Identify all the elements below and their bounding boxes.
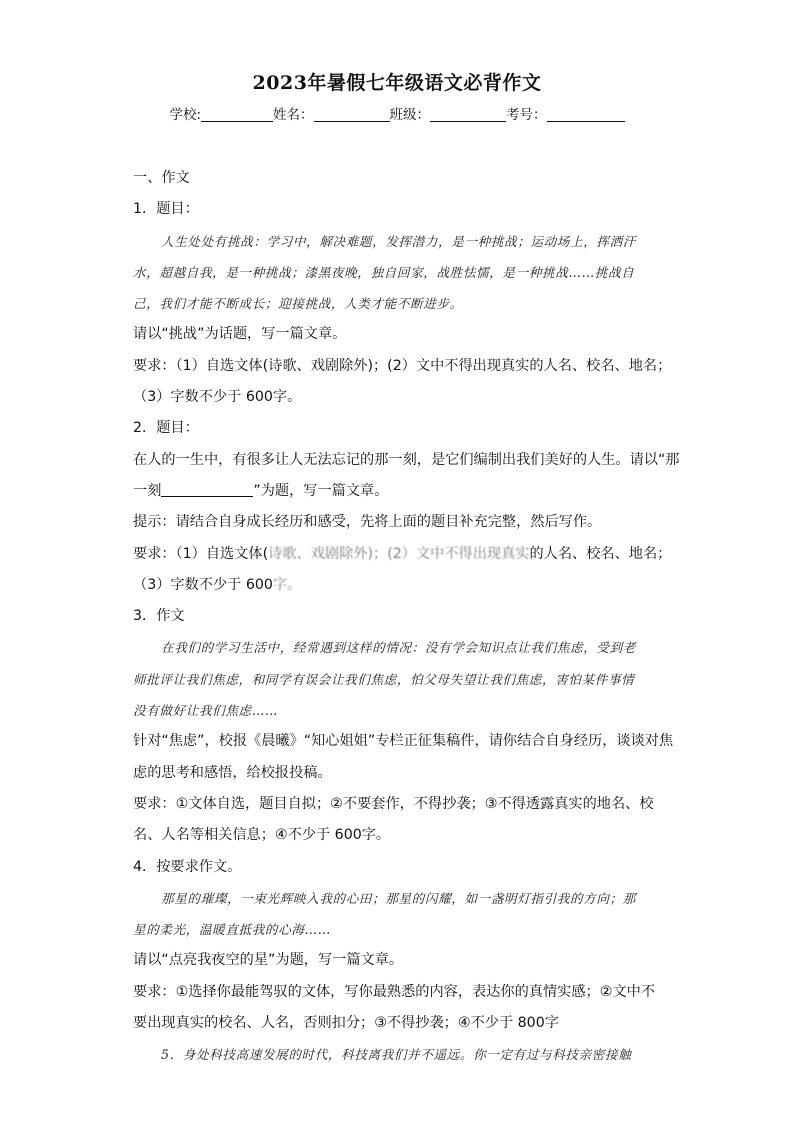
school-label: 学校:	[169, 107, 202, 123]
q3-instruction: 针对“焦虑”，校报《晨曦》“知心姐姐”专栏正征集稿件，请你结合自身经历，谈谈对焦	[133, 733, 674, 750]
q2-requirement	[133, 570, 663, 601]
class-label: 班级：	[389, 107, 431, 123]
name-label: 姓名：	[273, 107, 314, 123]
q4-heading: 4．按要求作文。	[133, 858, 242, 875]
q2-requirement-part: （3）字数不少于 600	[133, 576, 273, 593]
q5-prompt-line: 5．身处科技高速发展的时代，科技离我们并不遥远。你一定有过与科技亲密接触	[161, 1047, 632, 1063]
q2-title-line	[133, 476, 663, 507]
q2-hint: 提示：请结合自身成长经历和感受，先将上面的题目补充完整，然后写作。	[133, 514, 602, 531]
q1-heading: 1．题目：	[133, 201, 199, 218]
q1-requirement: （3）字数不少于 600字。	[133, 389, 302, 406]
q2-title-suffix: ”为题，写一篇文章。	[253, 482, 389, 499]
q4-prompt-line: 那星的璀璨，一束光辉映入我的心田；那星的闪耀，如一盏明灯指引我的方向；那	[161, 890, 636, 906]
student-info-line	[0, 103, 794, 123]
exam-no-blank[interactable]	[547, 107, 625, 122]
q1-instruction: 请以“挑战”为话题，写一篇文章。	[133, 326, 347, 343]
q2-requirement	[133, 539, 672, 570]
document-body	[133, 163, 680, 1071]
q3-prompt-line: 在我们的学习生活中，经常遇到这样的情况：没有学会知识点让我们焦虑，受到老	[161, 640, 636, 656]
q2-requirement-smudged: 字。	[272, 576, 302, 593]
q3-prompt-line: 师批评让我们焦虑，和同学有误会让我们焦虑，怕父母失望让我们焦虑，害怕某件事情	[133, 671, 635, 687]
q3-requirement: 要求：①文体自选，题目自拟；②不要套作，不得抄袭；③不得透露真实的地名、校	[133, 795, 654, 812]
q2-requirement-smudged: 诗歌、戏剧除外)；(2）文中不得出现真实	[268, 545, 530, 562]
name-blank[interactable]	[314, 107, 390, 122]
school-blank[interactable]	[201, 107, 273, 122]
q2-prompt: 在人的一生中，有很多让人无法忘记的那一刻，是它们编制出我们美好的人生。请以“那	[133, 451, 680, 468]
q2-requirement-part: 的人名、校名、地名；	[529, 545, 672, 562]
q3-requirement: 名、人名等相关信息；④不少于 600字。	[133, 827, 391, 844]
q1-prompt-line: 己，我们才能不断成长；迎接挑战，人类才能不断进步。	[133, 296, 463, 312]
exam-no-label: 考号：	[506, 107, 547, 123]
q3-instruction: 虑的思考和感悟，给校报投稿。	[133, 764, 332, 781]
class-blank[interactable]	[430, 107, 506, 122]
q2-title-blank[interactable]	[161, 482, 253, 497]
q1-prompt-line: 人生处处有挑战：学习中，解决难题，发挥潜力，是一种挑战；运动场上，挥洒汗	[161, 233, 636, 249]
q1-prompt-line: 水，超越自我，是一种挑战；漆黑夜晚，独自回家，战胜怯懦，是一种挑战……挑战自	[133, 264, 635, 280]
q4-requirement: 要出现真实的校名、人名，否则扣分；③不得抄袭；④不少于 800字	[133, 1015, 559, 1032]
q2-heading: 2．题目：	[133, 420, 199, 437]
q2-title-prefix: 一刻	[133, 482, 162, 499]
section-heading: 一、作文	[133, 170, 190, 186]
q3-prompt-line: 没有做好让我们焦虑……	[133, 703, 279, 719]
q3-heading: 3．作文	[133, 608, 185, 625]
q4-requirement: 要求：①选择你最能驾驭的文体，写你最熟悉的内容，表达你的真情实感；②文中不	[133, 983, 656, 1000]
q4-prompt-line: 星的柔光，温暖直抵我的心海……	[133, 922, 331, 938]
document-title: 2023年暑假七年级语文必背作文	[252, 72, 542, 94]
q2-requirement-part: 要求：（1）自选文体(	[133, 545, 269, 562]
q1-requirement: 要求：（1）自选文体(诗歌、戏剧除外)；(2）文中不得出现真实的人名、校名、地名；	[133, 357, 672, 374]
q4-instruction: 请以“点亮我夜空的星”为题，写一篇文章。	[133, 952, 404, 969]
